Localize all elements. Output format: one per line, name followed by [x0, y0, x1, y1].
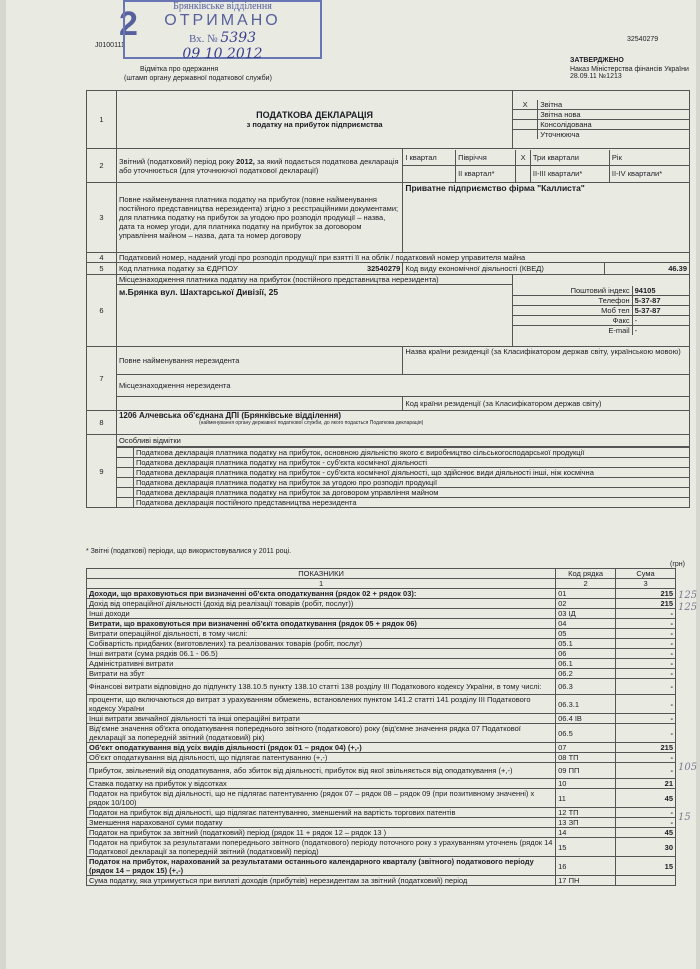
edrpou-value: 32540279: [366, 264, 401, 273]
indicators-table: [86, 568, 676, 886]
indicator-row: [87, 639, 676, 649]
indicator-label: Податок на прибуток за звітний (податковий) період (рядок 11 + рядок 12 – рядок 13 ): [87, 828, 556, 838]
indicator-sum[interactable]: -: [616, 609, 676, 619]
stamp-vx-label: Вх. №: [188, 33, 218, 45]
declaration-subtitle: з податку на прибуток підприємства: [246, 120, 383, 129]
indicator-row: [87, 589, 676, 599]
indicator-sum[interactable]: 15: [616, 857, 676, 876]
indicator-code: 17 ПН: [556, 876, 616, 886]
phone-label: Телефон: [513, 296, 632, 306]
indicator-code: 06: [556, 649, 616, 659]
indicator-sum[interactable]: 215: [616, 589, 676, 599]
type-checkbox-4[interactable]: [513, 130, 538, 140]
indicator-label: Податок на прибуток від діяльності, що не підлягає патентуванню (рядок 07 – рядок 08 – рядок 09 (при позитивному значенні) х рядок 10/100): [87, 789, 556, 808]
row-9-num: 9: [87, 435, 117, 508]
indicator-sum[interactable]: -: [616, 669, 676, 679]
postal-label: Поштовий індекс: [513, 286, 632, 296]
special-mark-2: Податкова декларація платника податку на прибуток - суб'єкта космічної діяльності: [133, 458, 689, 468]
period-year-label[interactable]: Рік: [609, 150, 689, 166]
stamp-org: Брянківське відділення: [173, 1, 272, 12]
mobile-label: Моб тел: [513, 306, 632, 316]
indicator-label: Ставка податку на прибуток у відсотках: [87, 779, 556, 789]
indicator-sum[interactable]: -: [616, 714, 676, 724]
indicator-code: 05: [556, 629, 616, 639]
indicator-label: Інші витрати (сума рядків 06.1 - 06.5): [87, 649, 556, 659]
indicator-label: Фінансові витрати відповідно до підпункту 138.10.5 пункту 138.10 статті 138 розділу ІІІ Податкового кодексу України, в тому числі:: [87, 679, 556, 695]
period-label-a: Звітний (податковий) період року: [118, 156, 235, 166]
indicator-sum[interactable]: -: [616, 629, 676, 639]
indicator-label: Зменшення нарахованої суми податку: [87, 818, 556, 828]
special-mark-3: Податкова декларація платника податку на прибуток - суб'єкта космічної діяльності, що здійснює види діяльності інші, ніж космічна: [133, 468, 689, 478]
col-num-2: 2: [556, 579, 616, 589]
nonresident-name-label: Повне найменування нерезидента: [116, 347, 402, 375]
indicator-sum[interactable]: 30: [616, 838, 676, 857]
edrpou-label: Код платника податку за ЄДРПОУ: [118, 264, 238, 273]
indicator-code: 06.3: [556, 679, 616, 695]
special-mark-6-box[interactable]: [117, 498, 134, 508]
special-mark-1-box[interactable]: [117, 448, 134, 458]
special-mark-5: Податкова декларація платника податку на прибуток за договором управління майном: [133, 488, 689, 498]
indicator-code: 11: [556, 789, 616, 808]
type-label-4: Уточнююча: [538, 130, 689, 140]
indicator-label: Доходи, що враховуються при визначенні об'єкта оподаткування (рядок 02 + рядок 03):: [87, 589, 556, 599]
phone-value: 5-37-87: [632, 296, 689, 306]
tax-office-value: 1206 Алчевська об'єднана ДПІ (Брянківське відділення): [118, 411, 342, 420]
indicator-sum[interactable]: -: [616, 619, 676, 629]
full-name-label: Повне найменування платника податку на прибуток (повне найменування постійного представництва нерезидента) згідно з реєстраційними документами; для платника податку на прибуток за угодою про розподіл продукції – назва, дата та номер угоди, для платника податку на прибуток за договором управління майном – назва, дата та номер договору: [116, 183, 402, 253]
indicator-sum[interactable]: -: [616, 818, 676, 828]
type-label-3: Консолідована: [538, 120, 689, 130]
indicator-row: [87, 724, 676, 743]
indicator-code: 06.3.1: [556, 695, 616, 714]
form-code: J0100111: [95, 42, 125, 49]
kved-label: Код виду економічної діяльності (КВЕД): [403, 263, 605, 275]
indicator-code: 08 ТП: [556, 753, 616, 763]
type-checkbox-2[interactable]: [513, 110, 538, 120]
period-q3[interactable]: Три квартали: [530, 150, 609, 166]
indicator-row: [87, 669, 676, 679]
margin-note-4: 15: [678, 812, 691, 823]
special-mark-4: Податкова декларація платника податку на прибуток за угодою про розподіл продукції: [133, 478, 689, 488]
indicator-code: 13 ЗП: [556, 818, 616, 828]
mobile-value: 5-37-87: [632, 306, 689, 316]
indicator-label: Витрати операційної діяльності, в тому числі:: [87, 629, 556, 639]
indicator-sum[interactable]: 45: [616, 828, 676, 838]
period-iiiq: II-III квартали*: [530, 166, 609, 182]
indicator-label: проценти, що включаються до витрат з урахуванням обмежень, встановлених пунктом 141.2 статті 141 розділу ІІІ Податкового кодексу України: [87, 695, 556, 714]
indicator-sum[interactable]: 21: [616, 779, 676, 789]
tax-declaration-page: [6, 0, 696, 969]
header-table: [86, 90, 690, 508]
indicator-row: [87, 818, 676, 828]
col-row-code: Код рядка: [556, 569, 616, 579]
residence-country-label: Назва країни резиденції (за Класифікатором держав світу, українською мовою): [403, 347, 690, 375]
indicator-row: [87, 649, 676, 659]
special-mark-3-box[interactable]: [117, 468, 134, 478]
indicator-row: [87, 857, 676, 876]
indicator-row: [87, 695, 676, 714]
indicator-row: [87, 659, 676, 669]
col-sum: Сума: [616, 569, 676, 579]
col-num-3: 3: [616, 579, 676, 589]
indicator-code: 15: [556, 838, 616, 857]
indicator-label: Витрати, що враховуються при визначенні об'єкта оподаткування (рядок 05 + рядок 06): [87, 619, 556, 629]
contract-number-label: Податковий номер, наданий угоді про розподіл продукції при взятті її на облік / податковий номер управителя майна: [116, 253, 689, 263]
fax-label: Факс: [513, 316, 632, 326]
indicator-code: 06.2: [556, 669, 616, 679]
indicator-code: 12 ТП: [556, 808, 616, 818]
indicator-sum[interactable]: -: [616, 679, 676, 695]
period-mark: X: [516, 150, 531, 166]
code-top-right: 32540279: [627, 36, 659, 43]
uah-label: (грн): [670, 561, 685, 568]
indicator-code: 07: [556, 743, 616, 753]
indicator-code: 01: [556, 589, 616, 599]
stamp-number: 2: [119, 5, 138, 43]
indicator-row: [87, 828, 676, 838]
indicator-code: 09 ПП: [556, 763, 616, 779]
indicator-row: [87, 838, 676, 857]
indicator-sum[interactable]: -: [616, 649, 676, 659]
indicator-code: 16: [556, 857, 616, 876]
indicator-sum[interactable]: -: [616, 753, 676, 763]
row-8-num: 8: [87, 411, 117, 435]
margin-note-2: 125: [678, 602, 698, 613]
received-stamp: [123, 0, 322, 62]
type-label-2: Звітна нова: [538, 110, 689, 120]
row-7-num: 7: [87, 347, 117, 411]
approved-order: Наказ Міністерства фінансів України 28.09.11 №1213: [570, 66, 689, 80]
period-iq: II квартал*: [456, 166, 516, 182]
fax-value: -: [632, 316, 689, 326]
indicator-code: 06.5: [556, 724, 616, 743]
row-6-num: 6: [87, 275, 117, 347]
indicator-sum[interactable]: -: [616, 724, 676, 743]
nonresident-location-label: Місцезнаходження нерезидента: [116, 375, 689, 397]
row-4-num: 4: [87, 253, 117, 263]
indicator-label: Об'єкт оподаткування від усіх видів діяльності (рядок 01 – рядок 04) (+,-): [87, 743, 556, 753]
indicator-row: [87, 753, 676, 763]
indicator-label: Прибуток, звільнений від оподаткування, або збиток від діяльності, прибуток від якої звільняється від оподаткування (+,-): [87, 763, 556, 779]
col-num-1: 1: [87, 579, 556, 589]
margin-note-1: 125: [678, 590, 698, 601]
indicator-row: [87, 789, 676, 808]
indicator-code: 10: [556, 779, 616, 789]
indicator-label: Інші витрати звичайної діяльності та інші операційні витрати: [87, 714, 556, 724]
period-ivq: II-IV квартали*: [609, 166, 689, 182]
approved-label: ЗАТВЕРДЖЕНО: [570, 57, 624, 64]
indicator-label: Об'єкт оподаткування від діяльності, що підлягає патентуванню (+,-): [87, 753, 556, 763]
period-label-b: за який подається податкова декларація або уточнюється (для уточнюючої податкової декларації): [118, 156, 399, 175]
location-value: м.Брянка вул. Шахтарської Дивізії, 25: [118, 287, 279, 297]
special-mark-2-box[interactable]: [117, 458, 134, 468]
indicator-code: 14: [556, 828, 616, 838]
indicator-row: [87, 876, 676, 886]
mark-sublabel: (штамп органу державної податкової служби): [124, 75, 272, 82]
period-label: [116, 149, 402, 183]
special-mark-1: Податкова декларація платника податку на прибуток, основною діяльністю якого є виробництво сільськогосподарської продукції: [133, 448, 689, 458]
special-mark-6: Податкова декларація постійного представництва нерезидента: [133, 498, 689, 508]
email-value: -: [632, 326, 689, 336]
period-year: 2012,: [236, 156, 255, 166]
indicator-row: [87, 808, 676, 818]
period-half[interactable]: Півріччя: [456, 150, 516, 166]
indicator-sum[interactable]: -: [616, 695, 676, 714]
stamp-incoming-number: 5393: [220, 30, 257, 46]
footnote: * Звітні (податкові) періоди, що використовувалися у 2011 році.: [86, 548, 292, 555]
stamp-received: ОТРИМАНО: [164, 12, 281, 29]
indicator-sum[interactable]: -: [616, 659, 676, 669]
kved-value: 46.39: [605, 263, 690, 275]
row-3-num: 3: [87, 183, 117, 253]
indicator-code: 03 ІД: [556, 609, 616, 619]
indicator-sum[interactable]: -: [616, 639, 676, 649]
row-5-num: 5: [87, 263, 117, 275]
location-label: Місцезнаходження платника податку на прибуток (постійного представництва нерезидента): [117, 275, 512, 285]
indicator-label: Сума податку, яка утримується при виплаті доходів (прибутків) нерезидентам за звітний (податковий) період: [87, 876, 556, 886]
indicator-sum[interactable]: -: [616, 808, 676, 818]
indicator-label: Податок на прибуток, нарахований за результатами останнього календарного кварталу (звітного) податкового періоду (рядок 14 – рядок 15) (+,-): [87, 857, 556, 876]
full-name-value: Приватне підприємство фірма "Каллиста": [403, 183, 690, 253]
margin-note-3: 105: [678, 762, 698, 773]
indicator-label: Витрати на збут: [87, 669, 556, 679]
special-mark-4-box[interactable]: [117, 478, 134, 488]
indicator-row: [87, 763, 676, 779]
special-mark-5-box[interactable]: [117, 488, 134, 498]
indicator-row: [87, 629, 676, 639]
special-marks-label: Особливі відмітки: [117, 435, 689, 447]
period-q1[interactable]: I квартал: [403, 150, 455, 166]
stamp-date: 09 10 2012: [182, 46, 263, 62]
indicator-code: 04: [556, 619, 616, 629]
type-checkbox-3[interactable]: [513, 120, 538, 130]
indicator-code: 06.1: [556, 659, 616, 669]
indicator-row: [87, 743, 676, 753]
indicator-row: [87, 679, 676, 695]
type-label-1: Звітна: [538, 100, 689, 110]
country-code-label: Код країни резиденції (за Класифікатором держав світу): [403, 397, 690, 411]
indicator-row: [87, 714, 676, 724]
declaration-title: ПОДАТКОВА ДЕКЛАРАЦІЯ: [256, 110, 373, 120]
indicator-sum[interactable]: 215: [616, 599, 676, 609]
indicator-label: Дохід від операційної діяльності (дохід від реалізації товарів (робіт, послуг)): [87, 599, 556, 609]
indicator-sum[interactable]: 45: [616, 789, 676, 808]
indicator-row: [87, 779, 676, 789]
indicator-label: Адміністративні витрати: [87, 659, 556, 669]
indicator-row: [87, 599, 676, 609]
type-checkbox-1[interactable]: X: [513, 100, 538, 110]
indicator-code: 06.4 ІВ: [556, 714, 616, 724]
tax-office-caption: (найменування органу державної податкової служби, до якого подається Податкова декларація): [198, 420, 424, 426]
indicator-sum[interactable]: -: [616, 763, 676, 779]
indicators-body: [87, 589, 676, 886]
col-indicators: ПОКАЗНИКИ: [87, 569, 556, 579]
postal-value: 94105: [632, 286, 689, 296]
row-2-num: 2: [87, 149, 117, 183]
indicator-label: Податок на прибуток від діяльності, що підлягає патентуванню, зменшений на вартість торгових патентів: [87, 808, 556, 818]
indicator-label: Податок на прибуток за результатами попереднього звітного (податкового) періоду поточного року з урахуванням уточнень (рядок 14 Податкової декларації за попередній звітний (податковий) період): [87, 838, 556, 857]
indicator-code: 05.1: [556, 639, 616, 649]
indicator-sum[interactable]: 215: [616, 743, 676, 753]
indicator-label: Собівартість придбаних (виготовлених) та реалізованих товарів (робіт, послуг): [87, 639, 556, 649]
indicator-label: Від'ємне значення об'єкта оподаткування попереднього звітного (податкового) року (від'ємне значення рядка 07 Податкової декларації за попередній звітний (податковий) рік): [87, 724, 556, 743]
indicator-label: Інші доходи: [87, 609, 556, 619]
indicator-sum[interactable]: [616, 876, 676, 886]
email-label: E-mail: [513, 326, 632, 336]
mark-label: Відмітка про одержання: [140, 66, 219, 73]
row-1-num: 1: [87, 91, 117, 149]
indicator-code: 02: [556, 599, 616, 609]
indicator-row: [87, 619, 676, 629]
indicator-row: [87, 609, 676, 619]
